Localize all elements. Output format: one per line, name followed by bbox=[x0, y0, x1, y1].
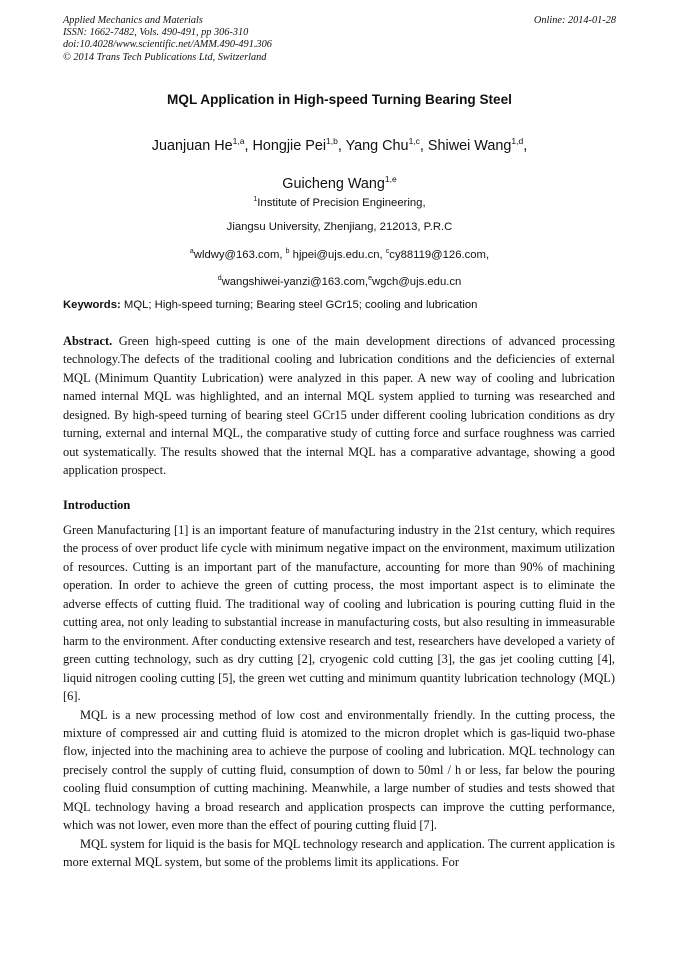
section-heading: Introduction bbox=[63, 498, 131, 512]
issn-line: ISSN: 1662-7482, Vols. 490-491, pp 306-310 bbox=[63, 27, 249, 39]
affiliation-sup: 1 bbox=[253, 196, 258, 203]
author-name: Guicheng Wang bbox=[282, 175, 385, 192]
author-name: Hongjie Pei bbox=[252, 137, 327, 154]
affiliation-institute bbox=[63, 188, 616, 215]
email-sup: e bbox=[368, 275, 372, 283]
author-sup: 1,b bbox=[326, 136, 338, 146]
email-c: cy88119@126.com, bbox=[389, 248, 490, 261]
email-line-1 bbox=[63, 240, 616, 267]
abstract-section bbox=[63, 332, 615, 480]
email-sup: d bbox=[217, 275, 222, 283]
paragraph: MQL is a new processing method of low cost and environmentally friendly. In the cutting process, the mixture of compressed air and cutting fluid is atomized to the micron droplet which is gas-liquid two-phase flow, injected into the machining area to achieve the purpose of cooling and lubrication. MQL technology can precisely control the supply of cutting fluid, consumption of down to 50ml / h or less, far below the pouring cooling fluid consumption of cutting machining. Meanwhile, a large number of studies and tests showed that MQL technology having a broad research and application prospects can improve the cutting performance, which was not lower, even more than the effect of pouring cutting fluid [7]. bbox=[63, 707, 615, 833]
author-name: Juanjuan He bbox=[151, 137, 233, 154]
author-name: Yang Chu bbox=[345, 137, 409, 154]
keywords-line bbox=[63, 299, 616, 311]
author-sup: 1,d bbox=[511, 136, 524, 146]
email-d: wangshiwei-yanzi@163.com, bbox=[221, 275, 369, 288]
abstract-label: Abstract. bbox=[63, 334, 113, 348]
journal-header bbox=[63, 15, 616, 64]
email-line-2 bbox=[63, 267, 616, 294]
institute-name: Institute of Precision Engineering, bbox=[257, 196, 426, 209]
author-sup: 1,c bbox=[408, 136, 420, 146]
email-b: hjpei@ujs.edu.cn, bbox=[289, 248, 386, 261]
affiliation-block bbox=[63, 188, 616, 294]
email-sup: a bbox=[189, 247, 194, 255]
abstract-text: Green high-speed cutting is one of the main development directions of advanced processing technology.The defects of the traditional cooling and lubrication conditions and the deficiencies of external MQL (Minimum Quantity Lubrication) were analyzed in this paper. A new way of cooling and lubrication named internal MQL was highlighted, and an internal MQL system applied to turning was researched and designed. By high-speed turning of bearing steel GCr15 under different cooling lubrication conditions as dry turning, external and internal MQL, the comparative study of cutting force and surface roughness was carried out systematically. The results showed that the internal MQL has a comparative advantage, showing a good application prospect. bbox=[63, 334, 615, 478]
copyright-line: © 2014 Trans Tech Publications Ltd, Switzerland bbox=[63, 51, 267, 63]
paragraph: Green Manufacturing [1] is an important feature of manufacturing industry in the 21st century, which requires the process of over product life cycle with minimum negative impact on the environment, maximum utilization of resources. Cutting is an important part of the manufacture, accounting for more than 90% of machining operation. In order to achieve the green of cutting process, the most important aspect is to eliminate the adverse effects of cutting fluid. The traditional way of cooling and lubrication is pouring cutting fluid in the cutting area, not only leading to substantial increase in manufacturing costs, but also resulting in immeasurable harm to the environment. After conducting extensive research and test, researchers have developed a variety of green cutting technology, such as dry cutting [2], cryogenic cold cutting [3], the gas jet cooling cutting [4], liquid nitrogen cooling cutting [5], the green wet cutting and minimum quantity lubrication technology (MQL) [6]. bbox=[63, 523, 615, 704]
email-a: wldwy@163.com, bbox=[193, 248, 286, 261]
email-sup: b bbox=[285, 247, 290, 255]
keywords-text: MQL; High-speed turning; Bearing steel GCr15; cooling and lubrication bbox=[120, 299, 478, 311]
introduction-section bbox=[63, 521, 615, 872]
paragraph: MQL system for liquid is the basis for MQL technology research and application. The current application is more external MQL system, but some of the problems limit its applications. For bbox=[63, 836, 615, 870]
author-line-1: Juanjuan He$^{1,a}$, Hongjie Pei$^{1,b}$, Yang Chu$^{1,c}$, Shiwei Wang$^{1,d}$, bbox=[151, 136, 528, 154]
email-sup: c bbox=[385, 247, 390, 255]
author-sup: 1,e bbox=[384, 173, 397, 184]
affiliation-address: Jiangsu University, Zhenjiang, 212013, P.R.C bbox=[226, 221, 453, 234]
author-sup: 1,a bbox=[232, 136, 245, 146]
online-date: Online: 2014-01-28 bbox=[533, 15, 616, 26]
paper-title: MQL Application in High-speed Turning Bearing Steel bbox=[167, 92, 512, 107]
author-name: Shiwei Wang bbox=[427, 137, 512, 154]
email-e: wgch@ujs.edu.cn bbox=[371, 275, 462, 288]
doi-line: doi:10.4028/www.scientific.net/AMM.490-491.306 bbox=[63, 39, 272, 51]
journal-name: Applied Mechanics and Materials bbox=[63, 15, 203, 26]
keywords-label: Keywords: bbox=[63, 299, 121, 311]
